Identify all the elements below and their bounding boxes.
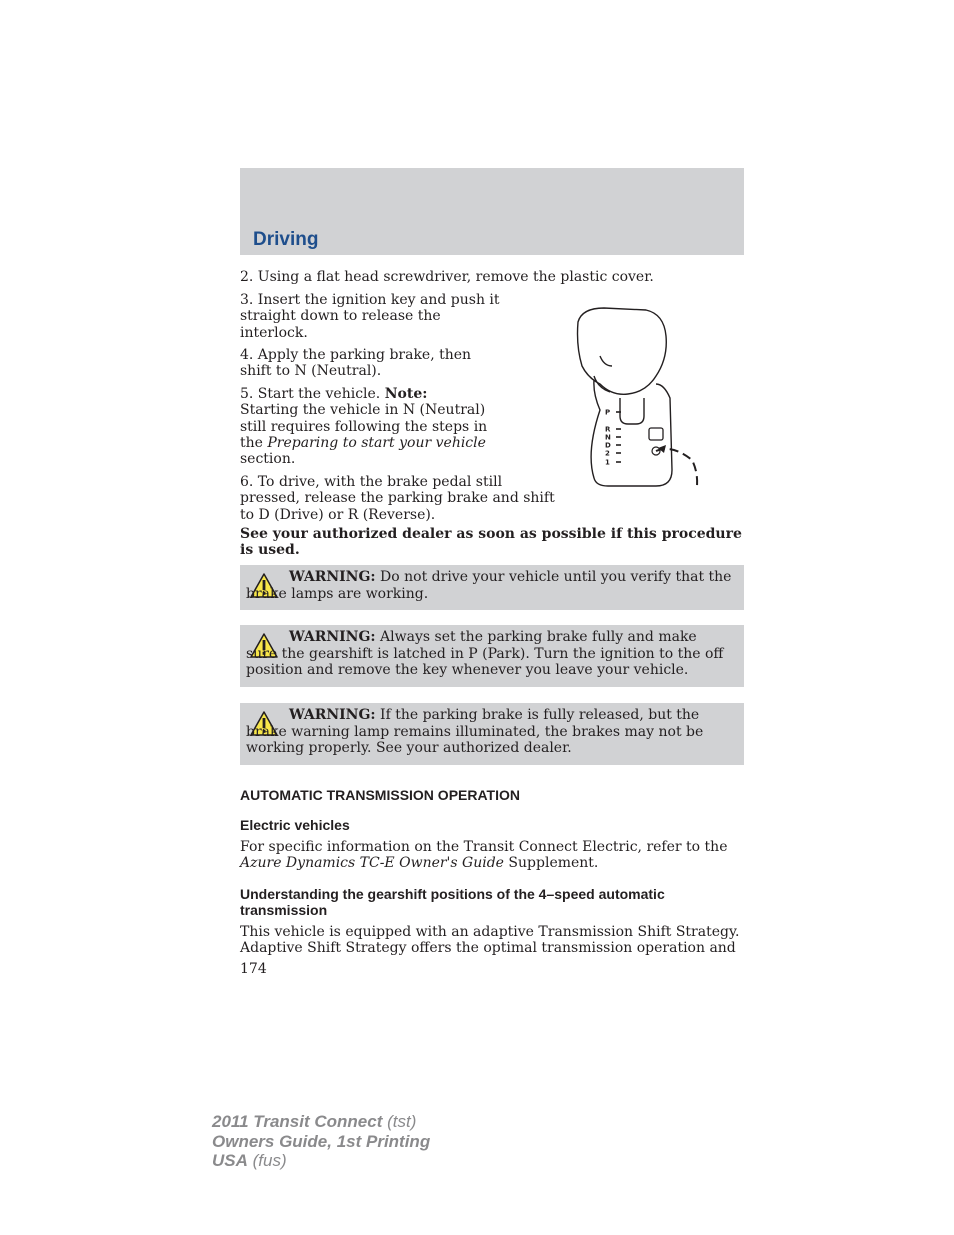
gear-label-2: 2 — [605, 449, 610, 458]
step-2: 2. Using a flat head screwdriver, remove the plastic cover. — [240, 269, 654, 285]
gear-label-P: P — [605, 408, 611, 417]
gear-label-1: 1 — [605, 458, 610, 467]
gear-label-R: R — [605, 425, 611, 434]
footer-printing: Owners Guide, 1st Printing — [212, 1131, 431, 1151]
footer-market: USA — [212, 1151, 248, 1170]
warning-label-1: WARNING: — [289, 569, 376, 585]
step-5-lead: 5. Start the vehicle. — [240, 386, 385, 402]
warning-body-3: If the parking brake is fully released, but the brake warning lamp remains illuminated, the brakes may not be working properly. See your authorized dealer. — [246, 707, 704, 756]
adaptive-shift-paragraph: This vehicle is equipped with an adaptive Transmission Shift Strategy. Adaptive Shift Strategy offers the optimal transmission operation and — [240, 924, 740, 957]
step-5-text-b: section. — [240, 451, 296, 468]
interlock-cover — [649, 428, 663, 440]
step-5 — [240, 386, 490, 467]
step-5-text-a: Starting the vehicle in N (Neutral) still requires following the steps in the — [240, 402, 488, 451]
gearshift-illustration — [560, 302, 710, 492]
paragraph-text-b: Supplement. — [503, 855, 599, 872]
step-5-note-label: Note: — [384, 386, 428, 402]
warning-body-1: Do not drive your vehicle until you verify that the brake lamps are working. — [246, 569, 732, 602]
footer-market-code: (fus) — [247, 1151, 287, 1170]
footer-line-3 — [212, 1151, 430, 1171]
step-4: 4. Apply the parking brake, then shift to N (Neutral). — [240, 347, 472, 380]
footer-line-2 — [212, 1132, 430, 1152]
warning-box-2 — [240, 625, 744, 687]
footer-line-1 — [212, 1112, 430, 1132]
guide-title: Azure Dynamics TC-E Owner's Guide — [240, 855, 504, 872]
footer-model: 2011 Transit Connect — [212, 1112, 383, 1131]
warning-text-3 — [246, 707, 732, 757]
subheading-electric-vehicles: Electric vehicles — [240, 817, 350, 833]
print-footer — [212, 1112, 430, 1171]
footer-model-code: (tst) — [382, 1112, 417, 1131]
step-5-section-ref: Preparing to start your vehicle — [267, 434, 486, 451]
warning-label-3: WARNING: — [289, 707, 376, 723]
section-header-band — [240, 168, 744, 255]
electric-vehicles-paragraph — [240, 839, 744, 872]
section-title: Driving — [253, 229, 319, 250]
warning-box-1 — [240, 565, 744, 610]
gear-label-D: D — [605, 441, 611, 450]
step-6: 6. To drive, with the brake pedal still pressed, release the parking brake and shift to D (Drive) or R (Reverse). — [240, 474, 555, 523]
warning-text-2 — [246, 629, 732, 679]
step-3: 3. Insert the ignition key and push it straight down to release the interlock. — [240, 292, 500, 341]
subheading-gearshift-positions: Understanding the gearshift positions of the 4–speed automatic transmission — [240, 886, 665, 918]
warning-body-2: Always set the parking brake fully and make sure the gearshift is latched in P (Park). Turn the ignition to the off position and remove the key whenever you leave your vehicle. — [246, 629, 724, 678]
section-heading: AUTOMATIC TRANSMISSION OPERATION — [240, 787, 520, 803]
warning-label-2: WARNING: — [289, 629, 376, 645]
warning-text-1 — [246, 569, 732, 602]
dealer-note: See your authorized dealer as soon as possible if this procedure is used. — [240, 526, 742, 559]
gear-label-N: N — [605, 433, 611, 442]
warning-box-3 — [240, 703, 744, 765]
page-number: 174 — [240, 961, 267, 977]
paragraph-text-a: For specific information on the Transit Connect Electric, refer to the — [240, 839, 728, 855]
